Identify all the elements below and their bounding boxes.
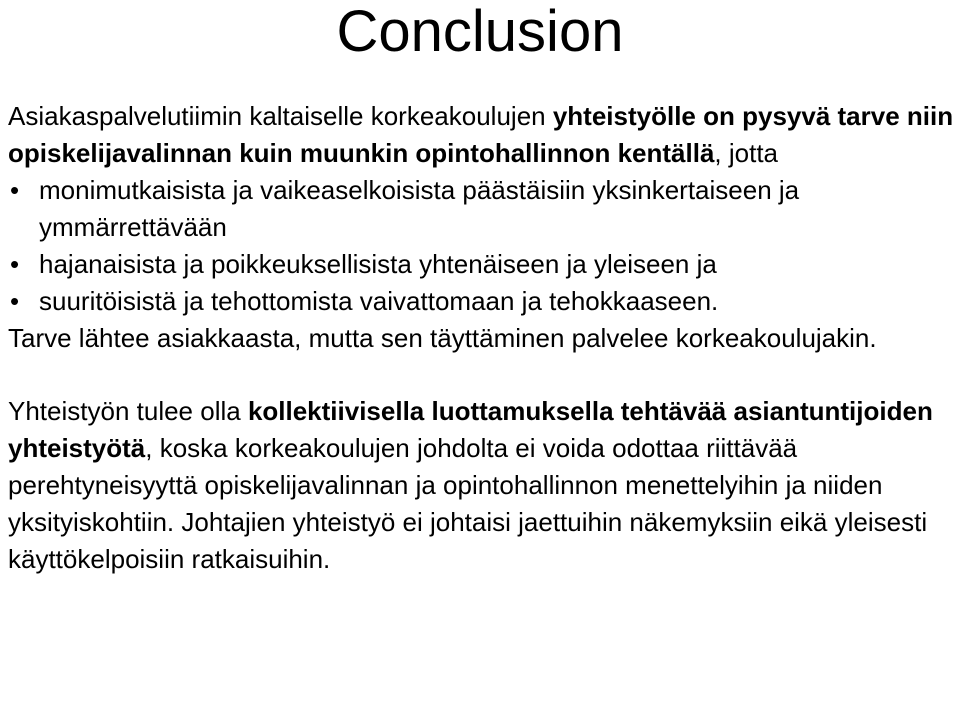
bullet-text: suuritöisistä ja tehottomista vaivattomaan ja tehokkaaseen.: [39, 286, 719, 316]
bullet-icon: •: [10, 175, 20, 205]
bullet-text: monimutkaisista ja vaikeaselkoisista päästäisiin yksinkertaiseen ja ymmärrettävään: [39, 175, 800, 242]
bullet-item: [8, 172, 956, 246]
intro-tail-text: , jotta: [714, 138, 779, 168]
slide-body: [8, 98, 956, 578]
cooperation-lead-text: Yhteistyön tulee olla: [8, 396, 248, 426]
bullet-icon: •: [10, 249, 20, 279]
need-paragraph: Tarve lähtee asiakkaasta, mutta sen täyttäminen palvelee korkeakoulujakin.: [8, 323, 877, 353]
intro-paragraph: [8, 98, 956, 172]
bullet-item: [8, 283, 956, 320]
intro-lead-text: Asiakaspalvelutiimin kaltaiselle korkeakoulujen: [8, 101, 553, 131]
cooperation-tail-text: , koska korkeakoulujen johdolta ei voida odottaa riittävää perehtyneisyyttä opiskelijavalinnan ja opintohallinnon menettelyihin ja niiden yksityiskohtiin. Johtajien yhteistyö ei johtaisi jaettuihin näkemyksiin eikä yleisesti käyttökelpoisiin ratkaisuihin.: [8, 433, 928, 574]
bullet-text: hajanaisista ja poikkeuksellisista yhtenäiseen ja yleiseen ja: [39, 249, 717, 279]
bullet-icon: •: [10, 286, 20, 316]
intro-bold-text: yhteistyölle on pysyvä tarve niin opiskelijavalinnan kuin muunkin opintohallinnon kentällä: [8, 101, 954, 168]
bullet-item: [8, 246, 956, 283]
cooperation-paragraph: [8, 393, 956, 578]
cooperation-bold-text: kollektiivisella luottamuksella tehtävää asiantuntijoiden yhteistyötä: [8, 396, 933, 463]
slide-title: Conclusion: [336, 0, 624, 64]
bullet-list: [8, 172, 956, 320]
paragraph-spacer: [8, 357, 956, 393]
